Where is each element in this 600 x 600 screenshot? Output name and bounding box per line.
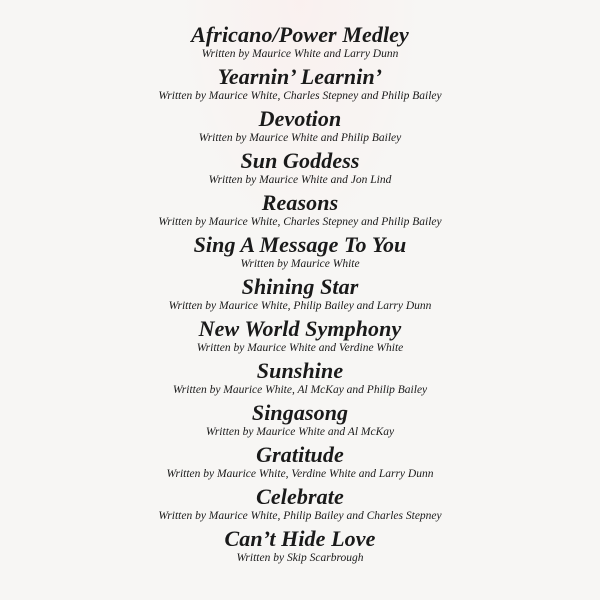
track-title: Sun Goddess [240,148,360,173]
track-title: Shining Star [241,274,359,299]
track-entry [158,190,441,232]
track-entry [206,400,394,442]
track-entry [209,148,392,190]
track-title: Gratitude [256,442,344,467]
track-credit: Written by Maurice White and Al McKay [205,426,395,438]
track-credit: Written by Maurice White, Charles Stepney and Philip Bailey [158,90,442,102]
track-entry [158,484,441,526]
track-credit: Written by Maurice White and Jon Lind [208,174,392,186]
track-title: Africano/Power Medley [191,22,409,47]
track-title: Can’t Hide Love [224,526,376,551]
track-title: Celebrate [256,484,344,509]
track-credit: Written by Maurice White, Charles Stepney and Philip Bailey [158,216,442,228]
track-title: Yearnin’ Learnin’ [217,64,383,89]
track-list [0,22,600,568]
track-title: Sunshine [256,358,344,383]
track-entry [197,316,404,358]
track-credit: Written by Maurice White and Larry Dunn [201,48,399,60]
track-title: Devotion [258,106,342,131]
track-credit: Written by Skip Scarbrough [236,552,364,564]
track-credit: Written by Maurice White, Verdine White and Larry Dunn [166,468,434,480]
track-entry [173,358,427,400]
track-entry [191,22,409,64]
track-entry [158,64,441,106]
track-credit: Written by Maurice White and Philip Bailey [198,132,402,144]
track-entry [194,232,407,274]
track-entry [167,442,434,484]
track-entry [169,274,432,316]
track-title: Sing A Message To You [193,232,407,257]
track-entry [199,106,401,148]
track-title: Reasons [261,190,339,215]
track-credit: Written by Maurice White, Philip Bailey and Charles Stepney [158,510,442,522]
track-title: Singasong [251,400,349,425]
track-credit: Written by Maurice White, Philip Bailey and Larry Dunn [168,300,432,312]
track-credit: Written by Maurice White [240,258,360,270]
track-title: New World Symphony [198,316,402,341]
track-entry [225,526,376,568]
track-credit: Written by Maurice White and Verdine White [196,342,404,354]
track-credit: Written by Maurice White, Al McKay and Philip Bailey [172,384,428,396]
